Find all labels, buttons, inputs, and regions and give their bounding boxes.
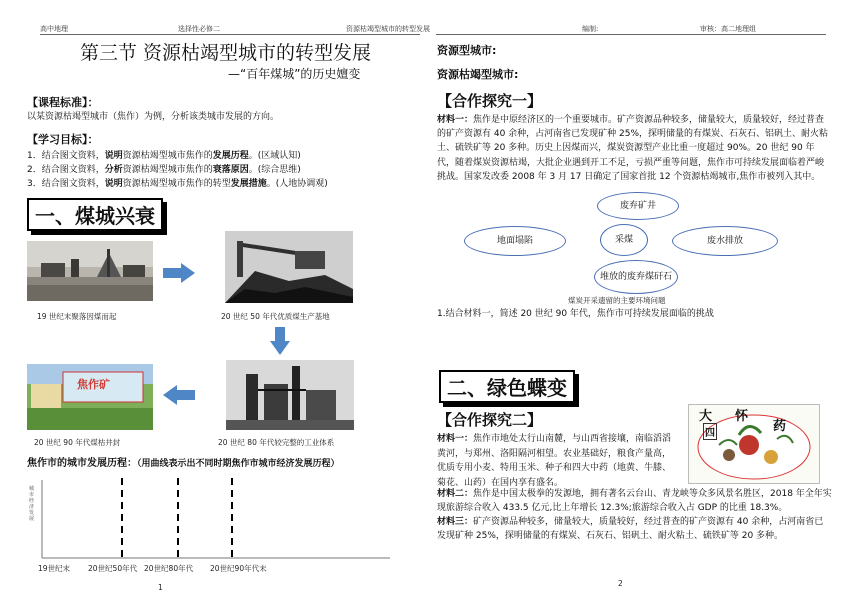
diagram-node-mining: 采煤 [600, 224, 648, 256]
header-reviewer: 审核：高二地理组 [700, 25, 756, 33]
material-1b-paragraph: 材料一：焦作市地处太行山南麓，与山西省接壤，南临滔滔黄河，与郑州、洛阳隔河相望。农业基础好，粮食产量高，优质专用小麦、特用玉米、种子和四大中药（地黄、牛膝、菊花、山药）在国内享有盛名。 [437, 434, 672, 488]
goal-item: 1．结合图文资料，说明资源枯竭型城市焦作的发展历程。(区域认知) [27, 151, 301, 161]
section-banner-coal-city: 一、煤城兴衰 [27, 198, 163, 231]
page-title: 第三节 资源枯竭型城市的转型发展 [80, 42, 372, 64]
standard-heading: 【课程标准】： [27, 96, 99, 109]
page-number-right: 2 [618, 579, 623, 588]
chart-tick-1950s: 20世纪50年代 [88, 564, 138, 573]
diagram-node-wastewater: 废水排放 [672, 226, 778, 256]
photo-coal-base-1950s [225, 231, 353, 303]
question-exhausted-city: 资源枯竭型城市: [437, 68, 519, 81]
caption-photo-2: 20 世纪 50 年代优质煤生产基地 [221, 312, 330, 321]
question-resource-city: 资源型城市: [437, 44, 497, 57]
herb-char-3: 药 [773, 419, 787, 434]
diagram-node-subsidence: 地面塌陷 [464, 226, 566, 256]
goal-item: 2．结合图文资料，分析资源枯竭型城市焦作的衰落原因。(综合思维) [27, 165, 301, 175]
chart-tick-1990s: 20世纪90年代末 [210, 564, 267, 573]
diagram-node-abandoned-mine: 废弃矿井 [597, 192, 679, 220]
herbs-illustration [688, 404, 820, 484]
herb-char-4: 四 [703, 423, 717, 440]
header-editor: 编制: [582, 25, 599, 33]
material-2-paragraph: 材料二：焦作是中国太极拳的发源地，拥有著名云台山、青龙峡等众多风景名胜区，2018 年全年实现旅游综合收入 433.5 亿元,比上年增长 12.3%;旅游综合收入占 GDP 的比重 18.3%。 [437, 489, 832, 513]
standard-text: 以某资源枯竭型城市（焦作）为例，分析该类城市发展的方向。 [27, 112, 280, 122]
chart-tick-19c: 19世纪末 [38, 564, 71, 573]
explore-heading-1: 【合作探究一】 [437, 92, 543, 110]
material-3-paragraph: 材料三：矿产资源品种较多，储量较大，质量较好，经过普查的矿产资源有 40 余种，占河南省已发现矿种 25%，探明储量的有煤炭、石灰石、铝矾土、耐火粘土、硫铁矿等 20 多种。 [437, 517, 824, 541]
header-rule-right [436, 34, 826, 35]
arrow-down-icon [270, 327, 290, 355]
arrow-right-icon [163, 263, 195, 283]
caption-photo-4: 20 世纪 80 年代较完整的工业体系 [218, 438, 335, 447]
diagram-node-gangue: 堆放的废弃煤矸石 [594, 260, 678, 294]
material-1-paragraph: 材料一：焦作是中原经济区的一个重要城市。矿产资源品种较多，储量较大，质量较好，经过普查的矿产资源有 40 余种，占河南省已发现矿种 25%，探明储量的有煤炭、石灰石、铝矾土、耐火粘土、硫铁矿等 20 多种。历史上因煤而兴，煤炭资源型产业比重一度超过 90%。20 世纪 90 年代，随着煤炭资源枯竭，大批企业遇到开工不足，亏损严重等问题，焦作市可持续发展面临着严峻挑战。国家发改委 2008 年 3 月 17 日确定了国家首批 12 个资源枯竭城市,焦作市被列入其中。 [437, 115, 829, 182]
photo-industry-1980s [226, 360, 354, 430]
herb-char-2: 怀 [735, 409, 749, 424]
arrow-left-icon [163, 385, 195, 405]
goals-heading: 【学习目标】： [27, 133, 99, 146]
header-topic: 资源枯竭型城市的转型发展 [346, 25, 430, 33]
history-heading: 焦作市的城市发展历程：（用曲线表示出不同时期焦作市城市经济发展历程） [27, 458, 340, 469]
header-subject: 高中地理 [40, 25, 68, 33]
caption-photo-1: 19 世纪末聚落因煤而起 [37, 312, 117, 321]
explore-heading-2: 【合作探究二】 [437, 411, 543, 429]
photo-closed-mine-1990s [27, 364, 153, 430]
caption-photo-3: 20 世纪 90 年代煤枯井封 [34, 438, 121, 447]
goals-list [27, 149, 417, 191]
question-1: 1.结合材料一，简述 20 世纪 90 年代，焦作市可持续发展面临的挑战 [437, 309, 714, 319]
section-banner-green: 二、绿色蝶变 [439, 370, 575, 403]
chart-tick-1980s: 20世纪80年代 [144, 564, 194, 573]
photo-settlement-19c [27, 241, 153, 301]
goal-item: 3．结合图文资料，说明资源枯竭型城市焦作的转型发展措施。(人地协调观) [27, 179, 328, 189]
chart-ylabel: 城市经济发展 [29, 486, 35, 522]
diagram-caption: 煤炭开采遗留的主要环境问题 [568, 296, 666, 305]
header-rule-left [40, 34, 420, 35]
sign-text: 焦作矿 [77, 378, 110, 391]
herb-char-1: 大 [699, 409, 713, 424]
header-book: 选择性必修二 [178, 25, 220, 33]
page-subtitle: —“百年煤城”的历史嬗变 [228, 67, 361, 81]
page-number-left: 1 [158, 583, 163, 592]
